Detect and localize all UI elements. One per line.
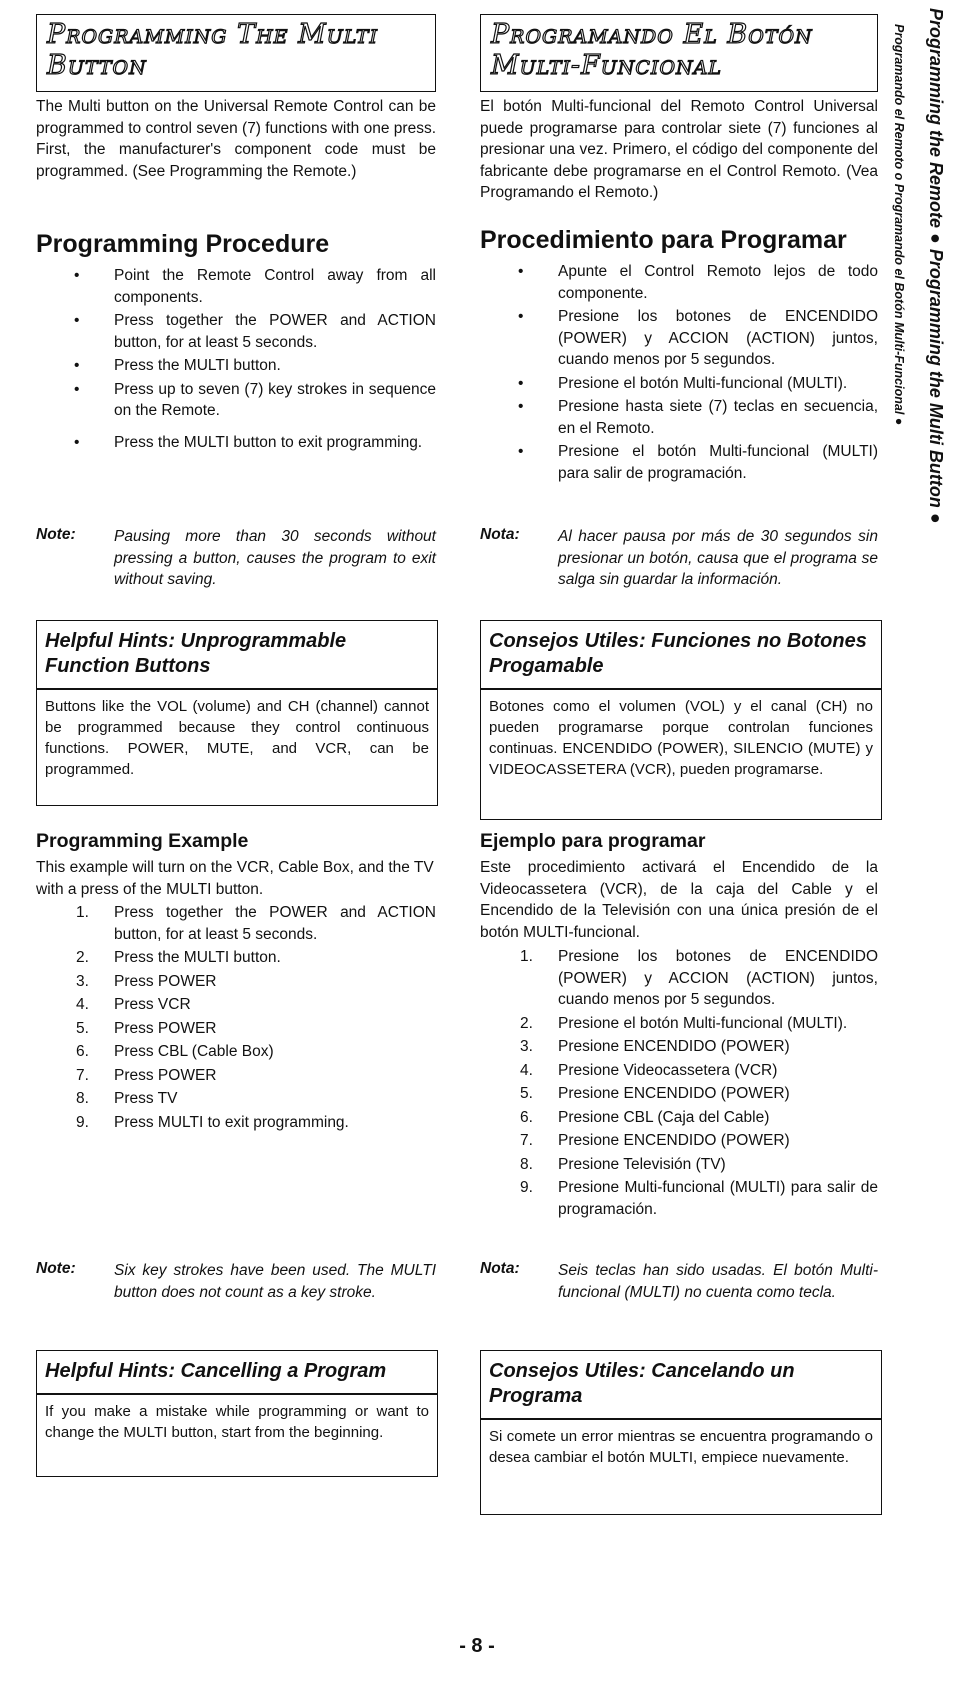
spanish-example-steps <box>480 946 878 1220</box>
english-note-1: Note: Pausing more than 30 seconds without pressing a button, causes the program to exit without saving. <box>36 526 436 588</box>
english-procedure-heading: Programming Procedure <box>36 230 330 258</box>
english-hint-unprogrammable <box>36 620 438 806</box>
spanish-hint-cancelling <box>480 1350 882 1515</box>
page-number: - 8 - <box>459 1635 495 1657</box>
list-item: 8. Presione Televisión (TV) <box>520 1155 726 1173</box>
list-item: • Press together the POWER and ACTION button, for at least 5 seconds. <box>36 310 436 353</box>
list-item: 9. Presione Multi-funcional (MULTI) para salir de programación. <box>520 1179 878 1218</box>
spanish-example-intro: Este procedimiento activará el Encendido de la Videocassetera (VCR), de la caja del Cable y el Encendido de la Televisión con una única presión de el botón MULTI-funcional. <box>480 859 878 941</box>
english-procedure-list <box>36 265 436 453</box>
spanish-note-1: Nota: Al hacer pausa por más de 30 segundos sin presionar un botón, causa que el programa se salga sin guardar la información. <box>480 526 878 588</box>
spanish-hint-unprogrammable <box>480 620 882 820</box>
hint-body: Si comete un error mientras se encuentra programando o desea cambiar el botón MULTI, empiece nuevamente. <box>489 1428 873 1466</box>
hint-title: Helpful Hints: Unprogrammable Function Buttons <box>37 621 437 690</box>
list-item: 3. Presione ENCENDIDO (POWER) <box>520 1038 790 1055</box>
list-item: 3. Press POWER <box>76 972 217 990</box>
english-note-2: Note: Six key strokes have been used. The MULTI button does not count as a key stroke. <box>36 1260 436 1301</box>
english-example-steps <box>36 902 436 1133</box>
list-item: • Apunte el Control Remoto lejos de todo componente. <box>480 261 878 304</box>
hint-title: Helpful Hints: Cancelling a Program <box>37 1351 437 1395</box>
english-example-intro: This example will turn on the VCR, Cable Box, and the TV with a press of the MULTI button. <box>36 859 434 898</box>
list-item: • Press the MULTI button. <box>36 355 436 377</box>
list-item: 8. Press TV <box>76 1090 178 1107</box>
english-hint-cancelling <box>36 1350 438 1477</box>
english-title: Programming The Multi Button <box>36 14 436 92</box>
spanish-title: Programando El Botón Multi-Funcional <box>480 14 878 92</box>
spanish-example-heading: Ejemplo para programar <box>480 830 706 852</box>
hint-body: Botones como el volumen (VOL) y el canal (CH) no pueden programarse porque controlan funciones continuas. ENCENDIDO (POWER), SILENCIO (MUTE) y VIDEOCASSETERA (VCR), pueden programarse. <box>489 698 873 778</box>
list-item: 5. Presione ENCENDIDO (POWER) <box>520 1085 790 1102</box>
list-item: • Presione el botón Multi-funcional (MULTI). <box>480 373 878 395</box>
list-item: 4. Press VCR <box>76 996 191 1013</box>
hint-title: Consejos Utiles: Funciones no Botones Progamable <box>481 621 881 690</box>
list-item: • Point the Remote Control away from all components. <box>36 265 436 308</box>
list-item: 7. Press POWER <box>76 1066 217 1084</box>
list-item: 6. Presione CBL (Caja del Cable) <box>520 1108 770 1126</box>
list-item: 5. Press POWER <box>76 1019 217 1037</box>
list-item: 7. Presione ENCENDIDO (POWER) <box>520 1132 790 1149</box>
list-item: 6. Press CBL (Cable Box) <box>76 1043 274 1060</box>
list-item: • Presione los botones de ENCENDIDO (POWER) y ACCION (ACTION) juntos, cuando menos por 5 segundos. <box>480 306 878 371</box>
list-item: • Presione hasta siete (7) teclas en secuencia, en el Remoto. <box>480 396 878 439</box>
spanish-procedure-list <box>480 261 878 484</box>
list-item: 4. Presione Videocassetera (VCR) <box>520 1061 778 1079</box>
hint-title: Consejos Utiles: Cancelando un Programa <box>481 1351 881 1420</box>
english-intro: The Multi button on the Universal Remote Control can be programmed to control seven (7) functions with one press. First, the manufacturer's component code must be programmed. (See Programming the Remote.) <box>36 98 436 180</box>
spanish-note-2: Nota: Seis teclas han sido usadas. El botón Multi-funcional (MULTI) no cuenta como tecla. <box>480 1260 878 1301</box>
list-item: 2. Presione el botón Multi-funcional (MULTI). <box>520 1014 848 1032</box>
list-item: • Press the MULTI button to exit programming. <box>36 432 436 454</box>
list-item: 2. Press the MULTI button. <box>76 949 281 966</box>
list-item: • Presione el botón Multi-funcional (MULTI) para salir de programación. <box>480 441 878 484</box>
spanish-intro: El botón Multi-funcional del Remoto Control Universal puede programarse para controlar siete (7) funciones al presionar una vez. Primero, el código del componente del fabricante debe programarse en el Control Remoto. (Vea Programando el Remoto.) <box>480 98 878 201</box>
list-item: 1. Press together the POWER and ACTION button, for at least 5 seconds. <box>76 904 436 943</box>
list-item: 1. Presione los botones de ENCENDIDO (POWER) y ACCION (ACTION) juntos, cuando menos por 5 segundos. <box>520 948 878 1008</box>
side-tab-outer: Programming the Remote ● Programming the Multi Button ● <box>926 8 946 524</box>
hint-body: If you make a mistake while programming or want to change the MULTI button, start from the beginning. <box>45 1403 429 1441</box>
list-item: 9. Press MULTI to exit programming. <box>76 1113 349 1131</box>
list-item: • Press up to seven (7) key strokes in sequence on the Remote. <box>36 379 436 422</box>
english-example-heading: Programming Example <box>36 830 249 852</box>
hint-body: Buttons like the VOL (volume) and CH (channel) cannot be programmed because they control continuous functions. POWER, MUTE, and VCR, can be programmed. <box>45 698 429 778</box>
side-tab-inner: Programando el Remoto o Programando el Botón Multi-Funcional ● <box>892 24 906 426</box>
spanish-procedure-heading: Procedimiento para Programar <box>480 226 847 254</box>
